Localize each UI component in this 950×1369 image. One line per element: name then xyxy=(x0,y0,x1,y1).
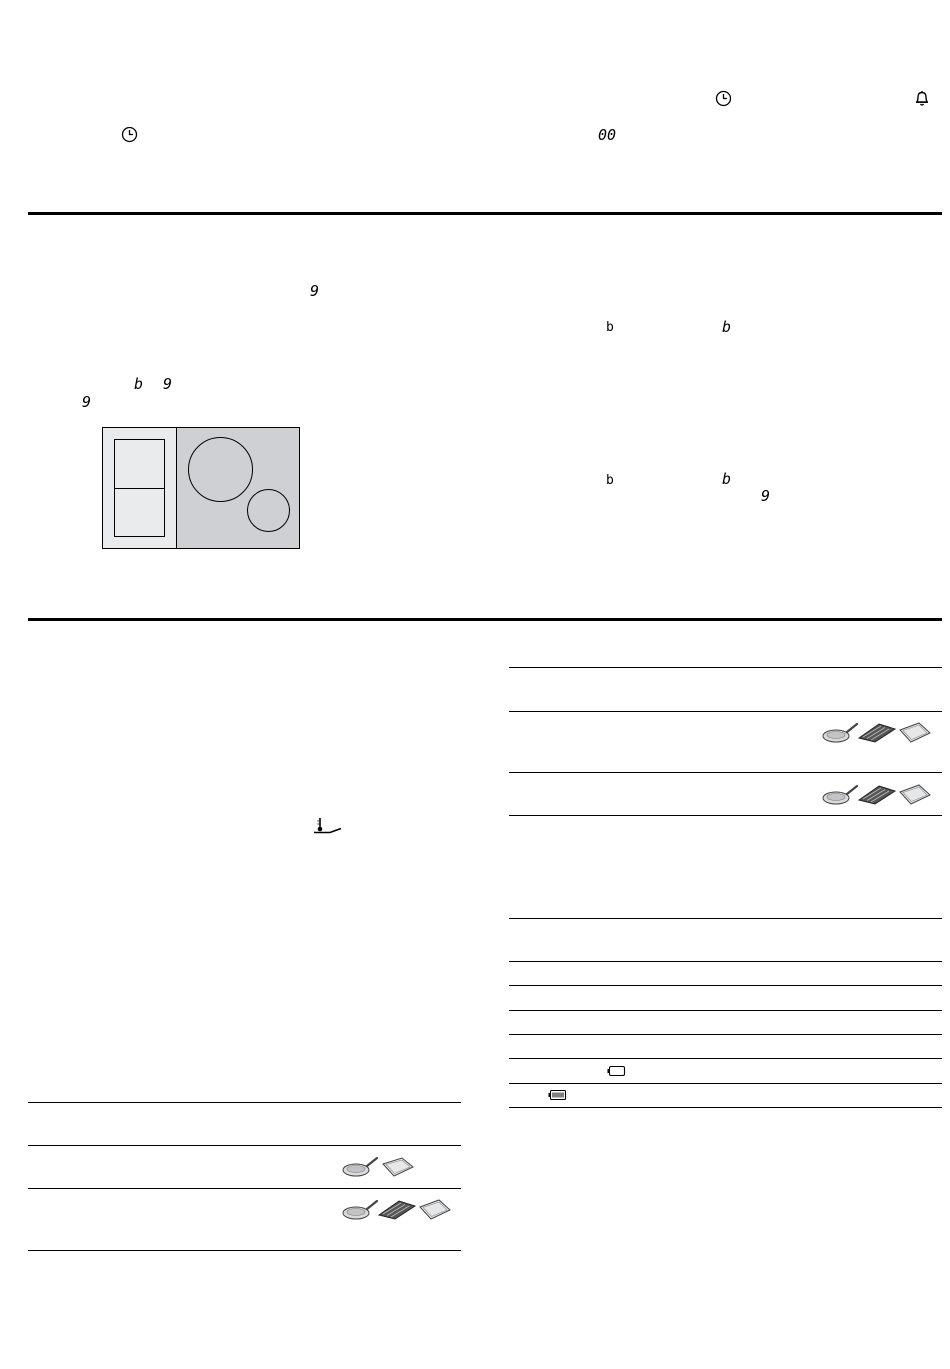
booster-display: b xyxy=(722,470,732,488)
hob-diagram xyxy=(102,427,302,551)
table-rule xyxy=(509,772,942,773)
table-rule xyxy=(509,815,942,816)
grill-plate-icon xyxy=(857,722,897,744)
table-rule xyxy=(28,1188,461,1189)
battery-low-icon xyxy=(607,1065,627,1077)
frying-pan-icon xyxy=(821,721,859,745)
pan-temperature-icon xyxy=(312,816,344,836)
power-level-display: 9 xyxy=(82,393,92,411)
power-level-display: 9 xyxy=(163,375,173,393)
grill-plate-icon xyxy=(377,1199,417,1221)
table-rule xyxy=(509,667,942,668)
griddle-icon xyxy=(897,782,933,808)
frying-pan-icon xyxy=(821,783,859,807)
timer-display-zero: 00 xyxy=(598,126,617,144)
frying-pan-icon xyxy=(341,1155,379,1179)
power-level-display: 9 xyxy=(761,487,771,505)
bell-icon xyxy=(913,89,931,107)
booster-symbol: b xyxy=(606,320,614,335)
booster-display: b xyxy=(134,375,144,393)
clock-icon xyxy=(715,90,732,107)
table-rule xyxy=(509,711,942,712)
grill-plate-icon xyxy=(857,784,897,806)
table-rule xyxy=(28,1102,461,1103)
booster-symbol: b xyxy=(606,473,614,488)
table-rule xyxy=(509,918,942,919)
table-rule xyxy=(509,961,942,962)
griddle-icon xyxy=(380,1155,416,1179)
table-rule xyxy=(28,1250,461,1251)
table-rule xyxy=(28,1145,461,1146)
section-divider xyxy=(28,212,942,215)
griddle-icon xyxy=(897,720,933,746)
table-rule xyxy=(509,985,942,986)
table-rule xyxy=(509,1058,942,1059)
table-rule xyxy=(509,1083,942,1084)
table-rule xyxy=(509,1034,942,1035)
battery-full-icon xyxy=(548,1089,568,1101)
griddle-icon xyxy=(417,1197,453,1223)
clock-icon xyxy=(121,126,138,143)
table-rule xyxy=(509,1010,942,1011)
booster-display: b xyxy=(722,318,732,336)
power-level-display: 9 xyxy=(310,282,320,300)
table-rule xyxy=(509,1107,942,1108)
frying-pan-icon xyxy=(341,1198,379,1222)
section-divider xyxy=(28,618,942,621)
